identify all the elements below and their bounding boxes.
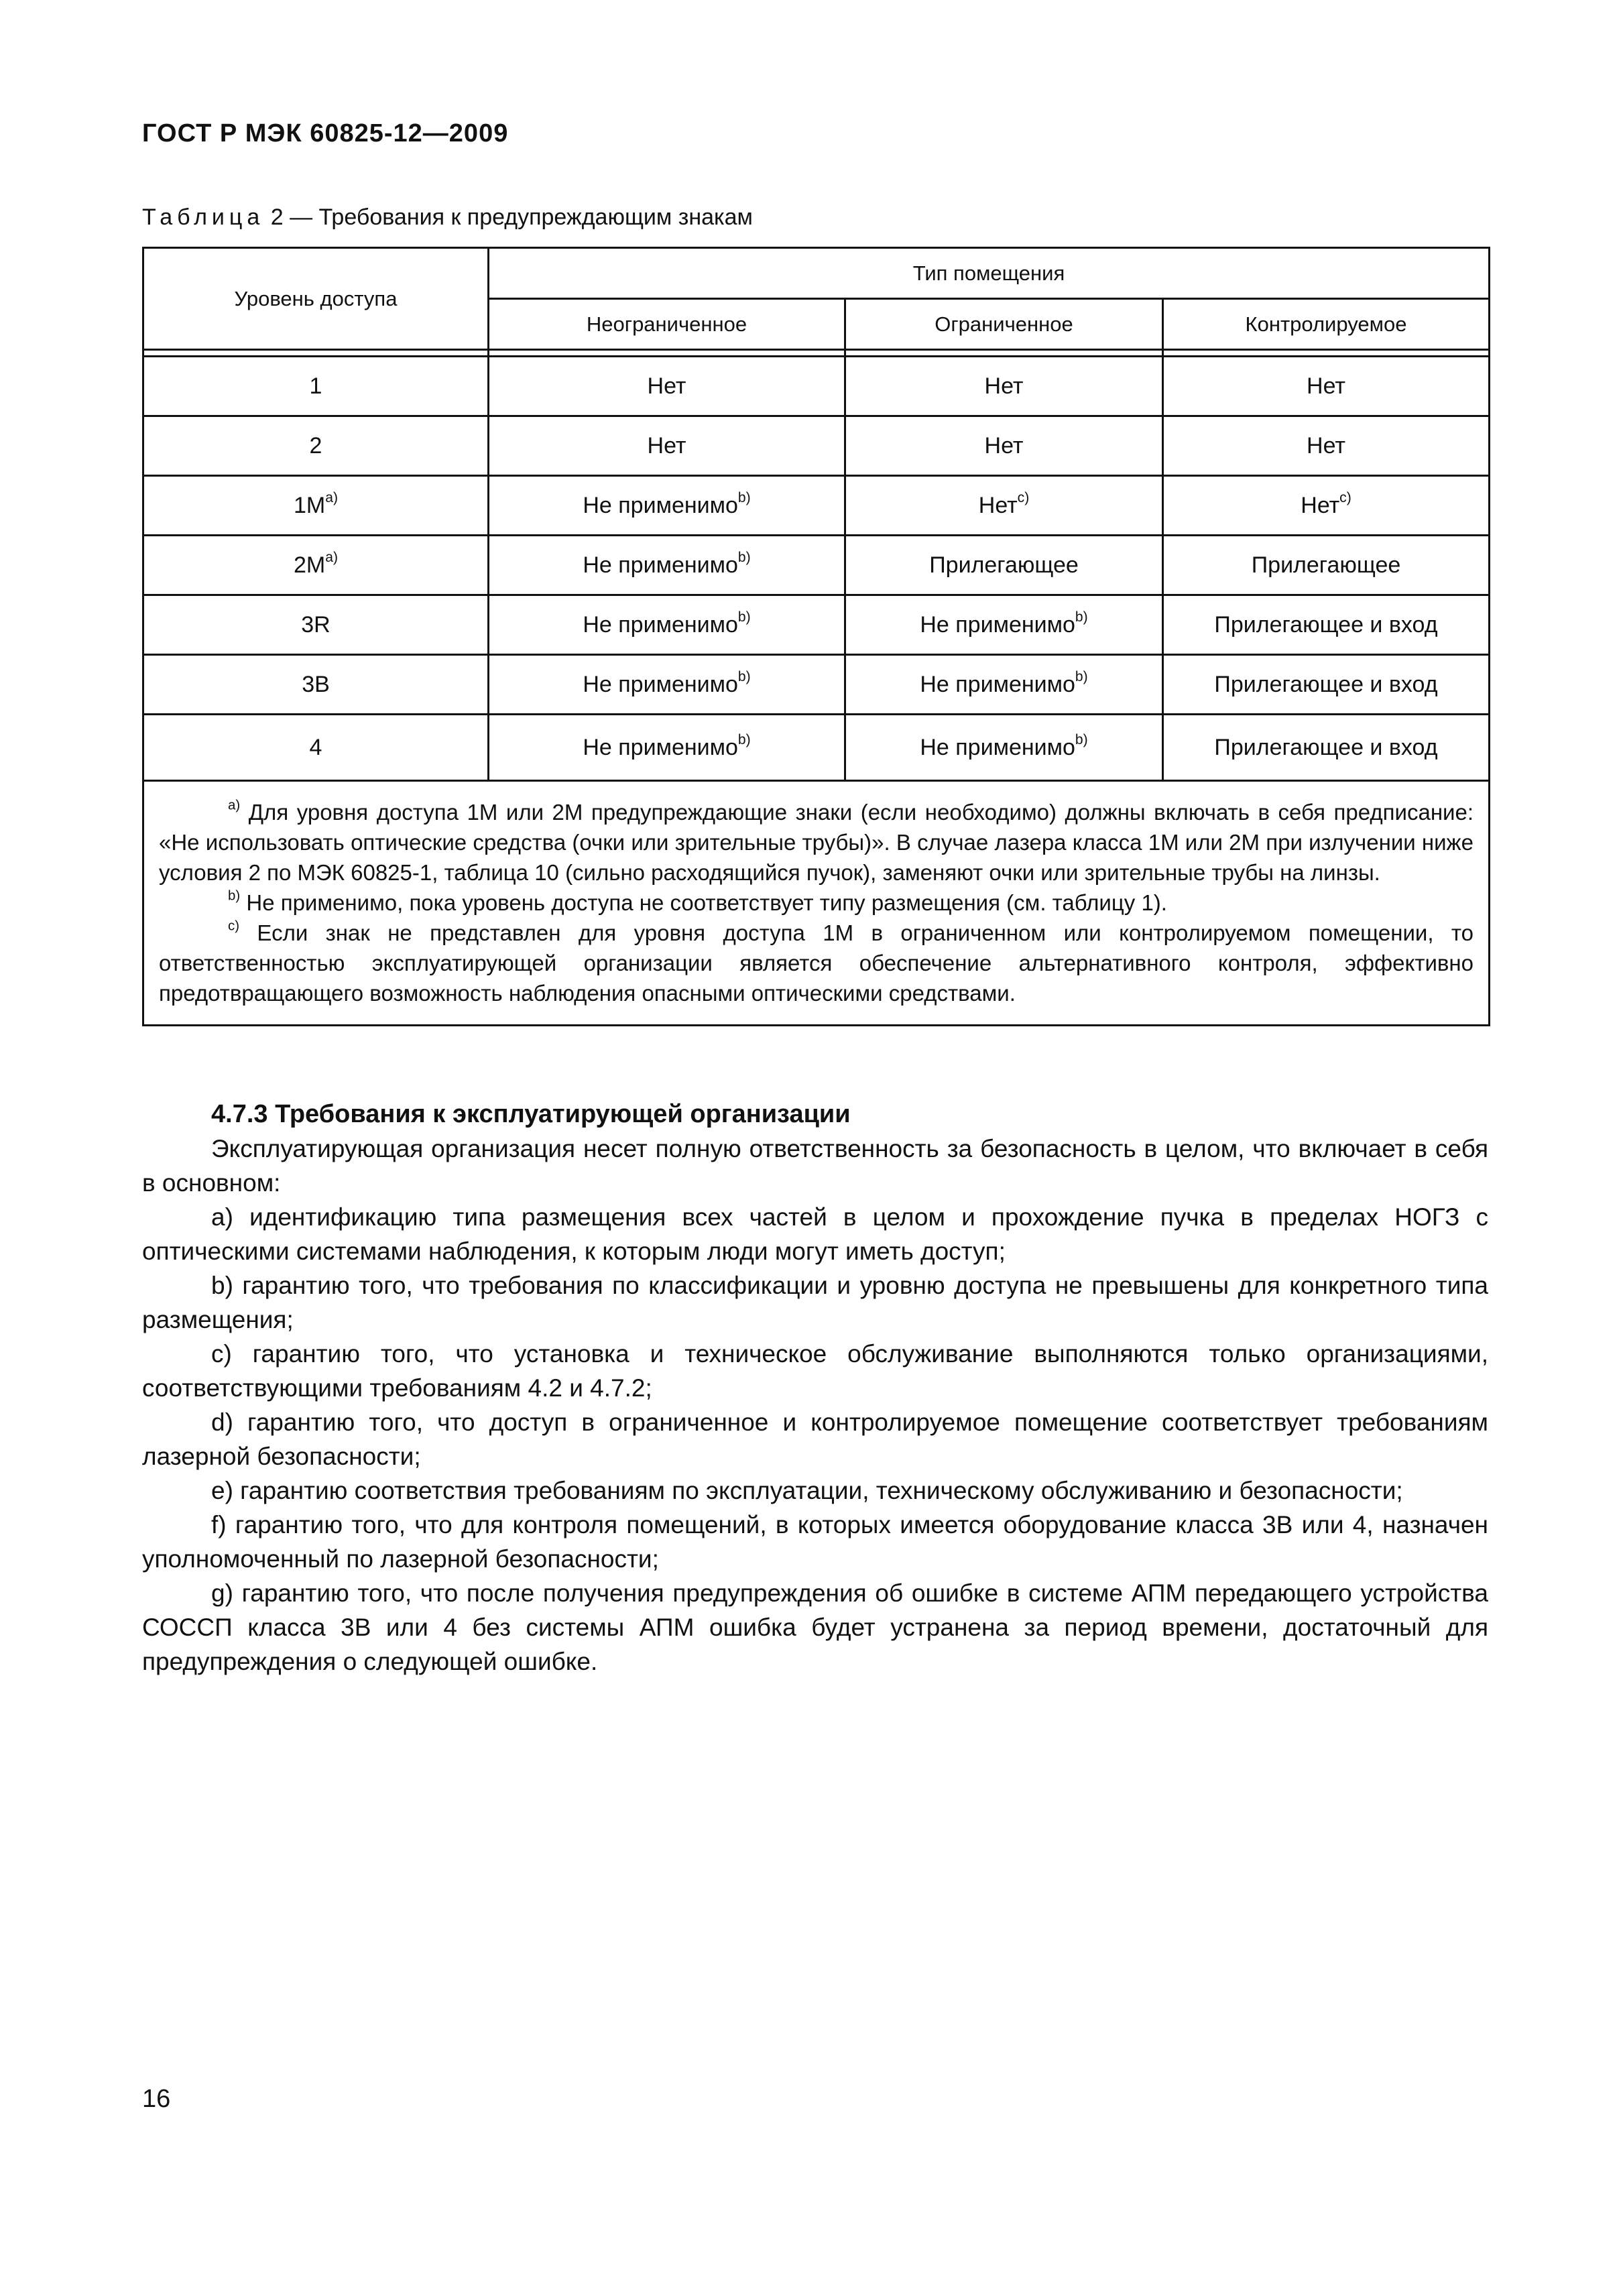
list-item: b) гарантию того, что требования по классификации и уровню доступа не превышены для конкретного типа размещения; <box>142 1272 1488 1333</box>
table-caption <box>142 204 753 231</box>
table-row <box>143 357 1490 416</box>
cell-restricted: Нет$^{c)}$ <box>845 476 1163 536</box>
table-caption-word: Таблица <box>142 204 265 230</box>
cell-controlled: Прилегающее и вход <box>1163 715 1490 781</box>
cell-unrestricted: Не применимо$^{b)}$ <box>489 715 845 781</box>
cell-restricted: Не применимо$^{b)}$ <box>845 595 1163 655</box>
cell-unrestricted: Нет <box>489 416 845 476</box>
cell-controlled: Нет <box>1163 357 1490 416</box>
cell-restricted: Не применимо$^{b)}$ <box>845 715 1163 781</box>
table-caption-text: 2 — Требования к предупреждающим знакам <box>264 204 753 230</box>
header-separator <box>143 350 1490 357</box>
footnote-a: $^{a)}$ Для уровня доступа 1М или 2М предупреждающие знаки (если необходимо) должны включать в себя предписание: «Не использовать оптические средства (очки или зрительные трубы)». В случае лазера класса 1М или 2М при излучении ниже условия 2 по МЭК 60825-1, таблица 10 (сильно расходящийся пучок), заменяют очки или зрительные трубы на линзы. <box>159 797 1474 885</box>
cell-level: 1 <box>143 357 489 416</box>
list-item: f) гарантию того, что для контроля помещений, в которых имеется оборудование класса 3B или 4, назначен уполномоченный по лазерной безопасности; <box>142 1511 1488 1573</box>
list-item: g) гарантию того, что после получения предупреждения об ошибке в системе АПМ передающего устройства СОССП класса 3B или 4 без системы АПМ ошибка будет устранена за период времени, достаточный для предупреждения о следующей ошибке. <box>142 1579 1488 1675</box>
cell-level: $1M^{a)}$ <box>143 476 489 536</box>
cell-level: 2 <box>143 416 489 476</box>
cell-level: 4 <box>143 715 489 781</box>
header-room-type: Тип помещения <box>489 248 1490 299</box>
header-access-level: Уровень доступа <box>143 248 489 350</box>
cell-unrestricted: Не применимо$^{b)}$ <box>489 476 845 536</box>
header-restricted: Ограниченное <box>845 299 1163 350</box>
table-row <box>143 416 1490 476</box>
cell-restricted: Не применимо$^{b)}$ <box>845 655 1163 715</box>
cell-controlled: Нет$^{c)}$ <box>1163 476 1490 536</box>
cell-level: $2M^{a)}$ <box>143 536 489 595</box>
cell-controlled: Прилегающее и вход <box>1163 595 1490 655</box>
table-row <box>143 476 1490 536</box>
header-controlled: Контролируемое <box>1163 299 1490 350</box>
table-row <box>143 536 1490 595</box>
cell-level: 3B <box>143 655 489 715</box>
list-item: a) идентификацию типа размещения всех частей в целом и прохождение пучка в пределах НОГЗ с оптическими системами наблюдения, к которым люди могут иметь доступ; <box>142 1203 1488 1265</box>
cell-controlled: Прилегающее <box>1163 536 1490 595</box>
header-unrestricted: Неограниченное <box>489 299 845 350</box>
table-footnotes <box>143 781 1490 1026</box>
section-heading: 4.7.3 Требования к эксплуатирующей организации <box>211 1100 851 1128</box>
footnote-b: $^{b)}$ Не применимо, пока уровень доступа не соответствует типу размещения (см. таблицу 1). <box>228 888 1167 915</box>
list-item: c) гарантию того, что установка и техническое обслуживание выполняются только организациями, соответствующими требованиям 4.2 и 4.7.2; <box>142 1340 1488 1402</box>
cell-unrestricted: Не применимо$^{b)}$ <box>489 595 845 655</box>
cell-restricted: Прилегающее <box>845 536 1163 595</box>
cell-controlled: Нет <box>1163 416 1490 476</box>
cell-restricted: Нет <box>845 357 1163 416</box>
cell-unrestricted: Нет <box>489 357 845 416</box>
table-row <box>143 595 1490 655</box>
warning-signs-table <box>142 247 1490 1026</box>
table-row <box>143 655 1490 715</box>
cell-controlled: Прилегающее и вход <box>1163 655 1490 715</box>
page-number: 16 <box>142 2085 171 2113</box>
cell-unrestricted: Не применимо$^{b)}$ <box>489 655 845 715</box>
section-4-7-3 <box>142 1097 1488 1679</box>
table-row <box>143 715 1490 781</box>
list-item: e) гарантию соответствия требованиям по эксплуатации, техническому обслуживанию и безопасности; <box>211 1477 1403 1504</box>
cell-unrestricted: Не применимо$^{b)}$ <box>489 536 845 595</box>
list-item: d) гарантию того, что доступ в ограниченное и контролируемое помещение соответствует требованиям лазерной безопасности; <box>142 1408 1488 1470</box>
section-intro: Эксплуатирующая организация несет полную ответственность за безопасность в целом, что включает в себя в основном: <box>142 1135 1488 1197</box>
cell-level: 3R <box>143 595 489 655</box>
cell-restricted: Нет <box>845 416 1163 476</box>
document-header: ГОСТ Р МЭК 60825-12—2009 <box>142 119 509 147</box>
footnote-c: $^{c)}$ Если знак не представлен для уровня доступа 1М в ограниченном или контролируемом помещении, то ответственностью эксплуатирующей организации является обеспечение альтернативного контроля, эффективно предотвращающего возможность наблюдения опасными оптическими средствами. <box>159 918 1474 1006</box>
